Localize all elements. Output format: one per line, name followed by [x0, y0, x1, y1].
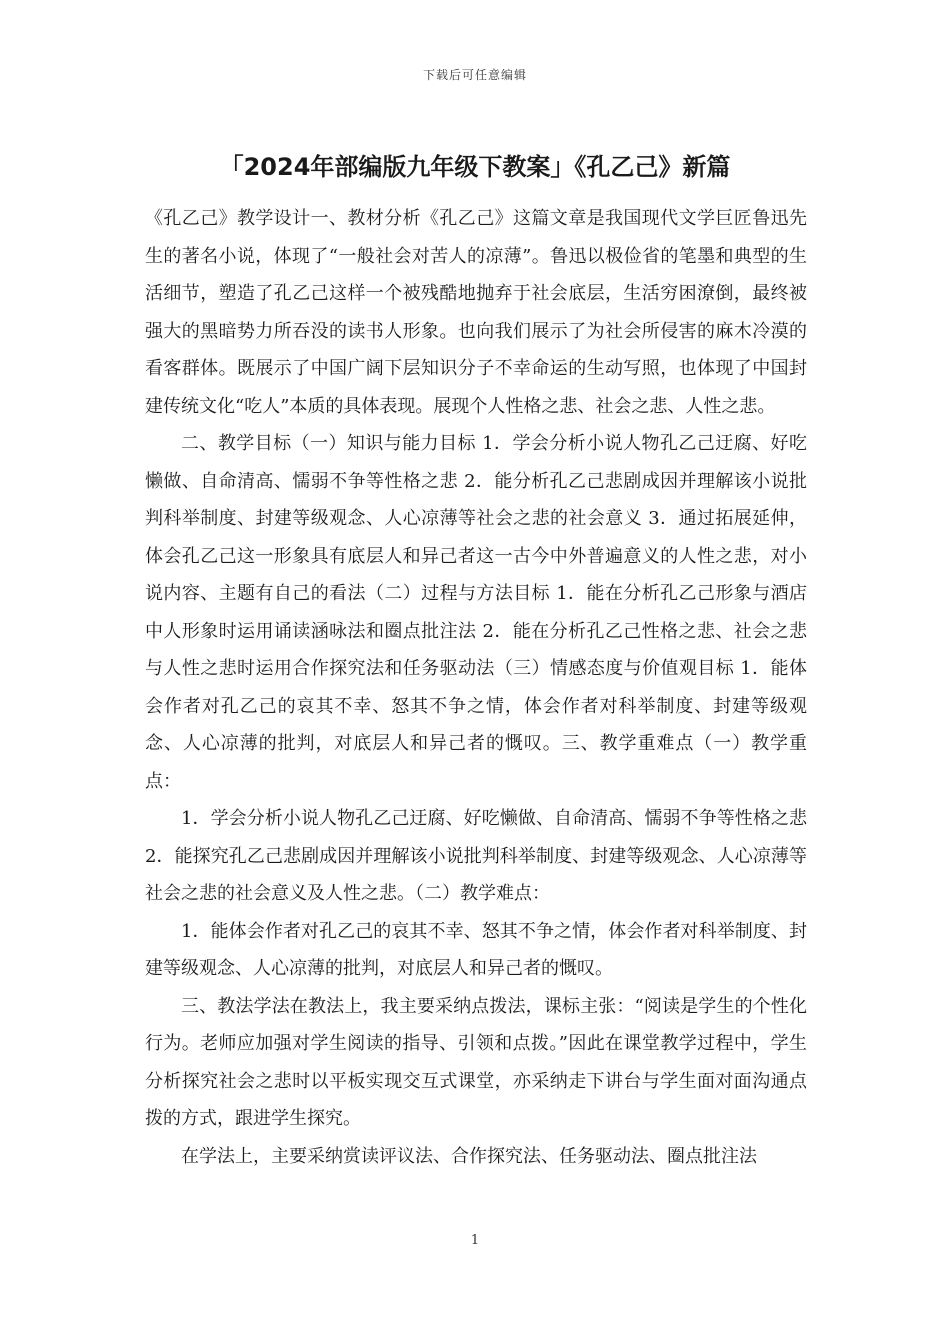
paragraph-difficulties: 1．能体会作者对孔乙己的哀其不幸、怒其不争之情，体会作者对科举制度、封建等级观念、人心凉薄的批判，对底层人和异己者的慨叹。 [145, 920, 807, 979]
paragraph-teaching-methods: 三、教法学法在教法上，我主要采纳点拨法，课标主张：“阅读是学生的个性化行为。老师应加强对学生阅读的指导、引领和点拨。”因此在课堂教学过程中，学生分析探究社会之悲时以平板实现交互式课堂，亦采纳走下讲台与学生面对面沟通点拨的方式，跟进学生探究。 [145, 995, 807, 1129]
paragraph-objectives: 二、教学目标（一）知识与能力目标 1．学会分析小说人物孔乙己迂腐、好吃懒做、自命清高、懦弱不争等性格之悲 2．能分析孔乙己悲剧成因并理解该小说批判科举制度、封建等级观念、人心凉薄等社会之悲的社会意义 3．通过拓展延伸，体会孔乙己这一形象具有底层人和异己者这一古今中外普遍意义的人性之悲，对小说内容、主题有自己的看法（二）过程与方法目标 1．能在分析孔乙己形象与酒店中人形象时运用诵读涵咏法和圈点批注法 2．能在分析孔乙己性格之悲、社会之悲与人性之悲时运用合作探究法和任务驱动法（三）情感态度与价值观目标 1．能体会作者对孔乙己的哀其不幸、怒其不争之情，体会作者对科举制度、封建等级观念、人心凉薄的批判，对底层人和异己者的慨叹。三、教学重难点（一）教学重点： [145, 433, 807, 792]
paragraph-intro: 《孔乙己》教学设计一、教材分析《孔乙己》这篇文章是我国现代文学巨匠鲁迅先生的著名小说，体现了“一般社会对苦人的凉薄”。鲁迅以极俭省的笔墨和典型的生活细节，塑造了孔乙己这样一个被残酷地抛弃于社会底层，生活穷困潦倒，最终被强大的黑暗势力所吞没的读书人形象。也向我们展示了为社会所侵害的麻木冷漠的看客群体。既展示了中国广阔下层知识分子不幸命运的生动写照，也体现了中国封建传统文化“吃人”本质的具体表现。展现个人性格之悲、社会之悲、人性之悲。 [145, 208, 807, 417]
page-number: 1 [470, 1233, 480, 1248]
paragraph-key-points: 1．学会分析小说人物孔乙己迂腐、好吃懒做、自命清高、懦弱不争等性格之悲 2．能探究孔乙己悲剧成因并理解该小说批判科举制度、封建等级观念、人心凉薄等社会之悲的社会意义及人性之悲。（二）教学难点： [145, 808, 807, 904]
document-body [145, 200, 807, 1175]
page-header-note: 下载后可任意编辑 [422, 68, 527, 82]
paragraph-learning-methods: 在学法上，主要采纳赏读评议法、合作探究法、任务驱动法、圈点批注法 [181, 1145, 757, 1167]
document-title: 「2024年部编版九年级下教案」《孔乙己》新篇 [219, 153, 731, 181]
